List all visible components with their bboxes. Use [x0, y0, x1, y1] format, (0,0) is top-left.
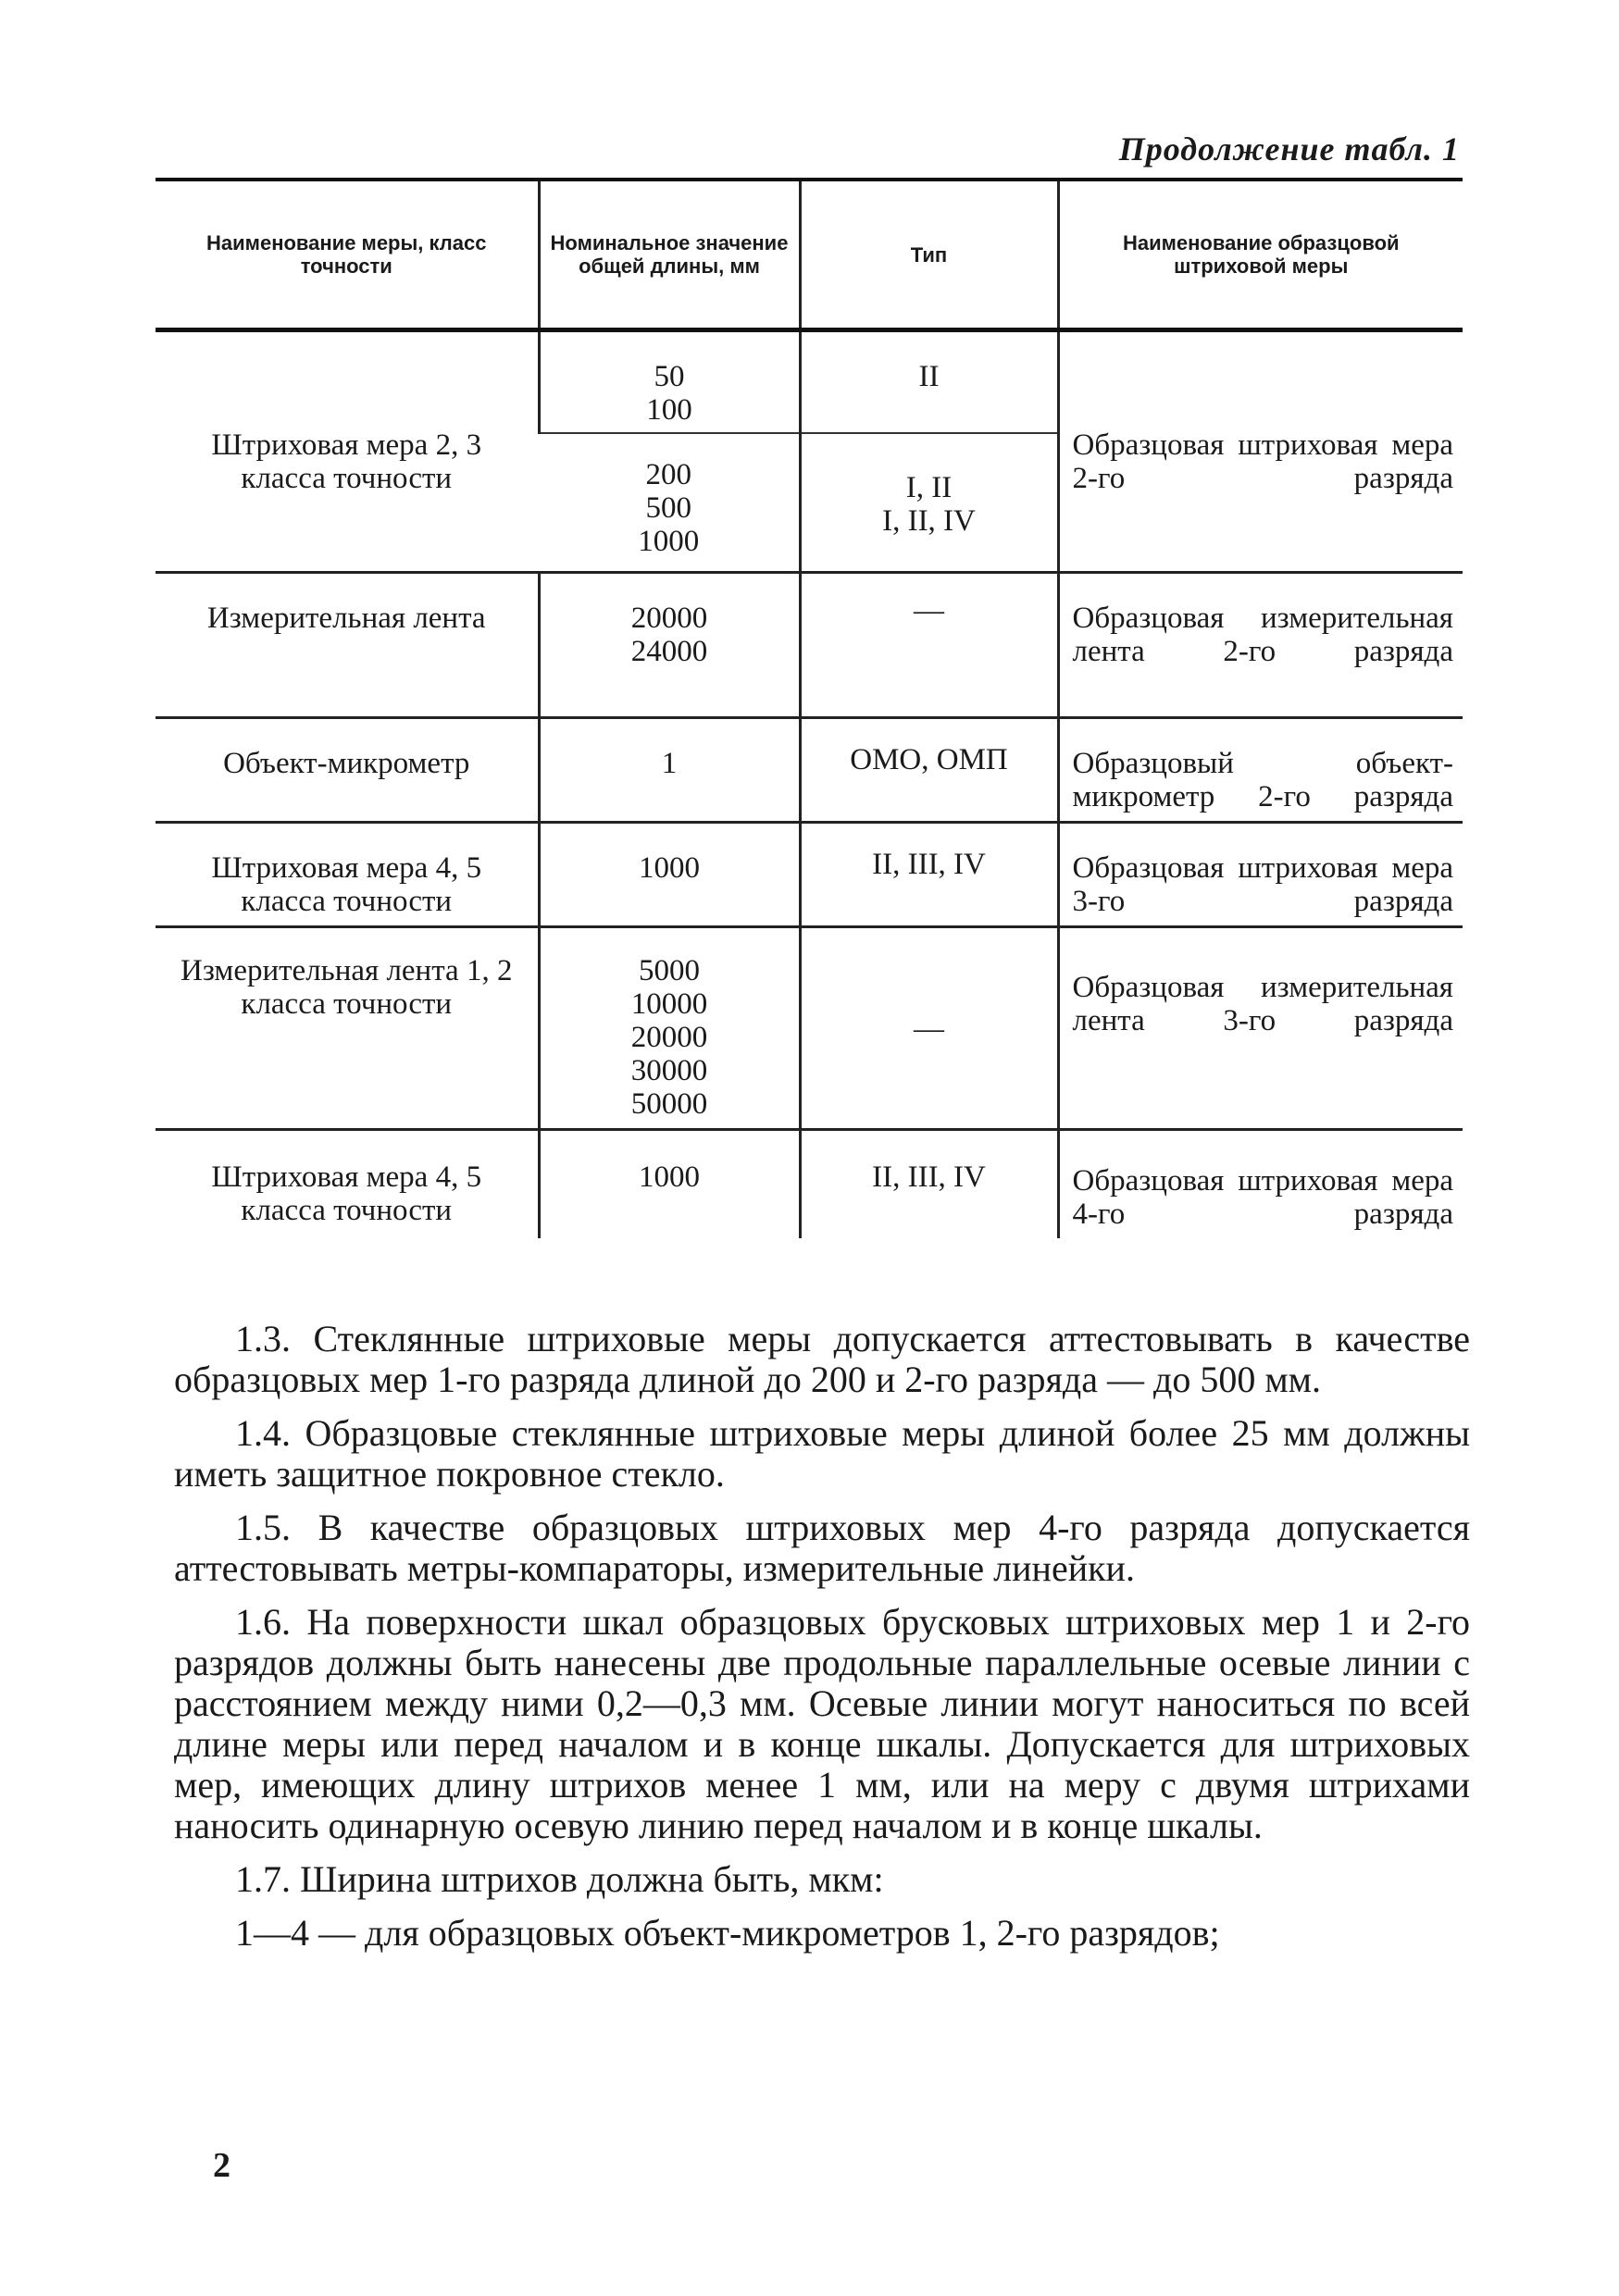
cell-text: —: [914, 1012, 944, 1046]
table-row: [156, 718, 1463, 823]
table-row: [156, 330, 1463, 434]
paragraph-1-7: 1.7. Ширина штрихов должна быть, мкм:: [235, 1858, 884, 1900]
body-text: [174, 1319, 1470, 1967]
cell-text: Измерительная лента 1, 2 класса точности: [181, 954, 513, 1021]
cell-text: —: [914, 594, 944, 627]
paragraph-1-6: 1.6. На поверхности шкал образцовых брусковых штриховых мер 1 и 2-го разрядов должны быть нанесены две продольные параллельные осевые линии с расстоянием между ними 0,2—0,3 мм. Осевые линии могут наноситься по всей длине меры или перед началом и в конце шкалы. Допускается для штриховых мер, имеющих длину штрихов менее 1 мм, или на меру с двумя штрихами наносить одинарную осевую линию перед началом и в конце шкалы.: [174, 1601, 1470, 1846]
table-header-row: [156, 180, 1463, 330]
table-cell-type: [800, 1130, 1058, 1239]
cell-text: Образцовая штриховая мера 4-го разряда: [1072, 1164, 1453, 1231]
table-cell-name: [156, 823, 539, 927]
table-cell-type: [800, 927, 1058, 1130]
table-cell-length: [539, 573, 800, 718]
page-number: 2: [213, 2146, 230, 2185]
cell-text: Образцовая измерительная лента 2-го разряда: [1072, 602, 1453, 668]
column-header-reference: Наименование образцовой штриховой меры: [1058, 180, 1463, 330]
table-cell-reference: [1058, 1130, 1463, 1239]
cell-text: 50 100: [646, 360, 692, 427]
cell-text: Штриховая мера 4, 5 класса точности: [211, 851, 482, 918]
table-row: [156, 823, 1463, 927]
cell-text: II, III, IV: [872, 848, 986, 881]
table-cell-name: [156, 1130, 539, 1239]
table-cell-length: [539, 823, 800, 927]
table-cell-name: [156, 718, 539, 823]
table-cell-type: [800, 823, 1058, 927]
table-cell-name: [156, 330, 539, 573]
cell-text: Образцовая штриховая мера 2-го разряда: [1072, 428, 1453, 495]
table-cell-reference: [1058, 927, 1463, 1130]
table-cell-type: [800, 718, 1058, 823]
table-cell-reference: [1058, 823, 1463, 927]
table-cell-length: [539, 718, 800, 823]
cell-text: ОМО, ОМП: [850, 743, 1008, 776]
table-cell-length: [539, 1130, 800, 1239]
table-cell-reference: [1058, 718, 1463, 823]
cell-text: Штриховая мера 4, 5 класса точности: [211, 1160, 482, 1227]
column-header-name: Наименование меры, класс точности: [156, 180, 539, 330]
cell-text: 200 500 1000: [638, 458, 700, 558]
table-cell-name: [156, 927, 539, 1130]
cell-text: Образцовая измерительная лента 3-го разряда: [1072, 971, 1453, 1037]
cell-text: I, II I, II, IV: [882, 471, 976, 538]
cell-text: Измерительная лента: [206, 602, 486, 635]
table-continuation-title: Продолжение табл. 1: [1118, 130, 1460, 168]
cell-text: 5000 10000 20000 30000 50000: [630, 954, 708, 1121]
paragraph-1-4: 1.4. Образцовые стеклянные штриховые меры длиной более 25 мм должны иметь защитное покровное стекло.: [174, 1412, 1470, 1495]
cell-text: Образцовый объект-микрометр 2-го разряда: [1072, 747, 1453, 813]
cell-text: II: [918, 360, 940, 393]
table-cell-type: [800, 573, 1058, 718]
cell-text: 1000: [639, 1160, 700, 1194]
cell-text: 20000 24000: [630, 602, 708, 668]
paragraph-1-3: 1.3. Стеклянные штриховые меры допускается аттестовывать в качестве образцовых мер 1-го разряда длиной до 200 и 2-го разряда — до 500 мм.: [174, 1318, 1470, 1400]
table-row: [156, 1130, 1463, 1239]
table-cell-type: [800, 330, 1058, 434]
measures-table: [156, 178, 1463, 1238]
table-cell-length: [539, 433, 800, 573]
cell-text: II, III, IV: [872, 1160, 986, 1194]
table-cell-reference: [1058, 330, 1463, 573]
cell-text: Образцовая штриховая мера 3-го разряда: [1072, 851, 1453, 918]
table-cell-length: [539, 927, 800, 1130]
list-item: 1—4 — для образцовых объект-микрометров 1, 2-го разрядов;: [235, 1912, 1220, 1954]
table-cell-type: [800, 433, 1058, 573]
column-header-type: Тип: [800, 180, 1058, 330]
cell-text: Объект-микрометр: [223, 747, 470, 780]
table-row: [156, 927, 1463, 1130]
column-header-length: Номинальное значение общей длины, мм: [539, 180, 800, 330]
cell-text: Штриховая мера 2, 3 класса точности: [211, 428, 482, 495]
table-cell-length: [539, 330, 800, 434]
table-cell-name: [156, 573, 539, 718]
paragraph-1-5: 1.5. В качестве образцовых штриховых мер 4-го разряда допускается аттестовывать метры-компараторы, измерительные линейки.: [174, 1507, 1470, 1589]
table-cell-reference: [1058, 573, 1463, 718]
table-row: [156, 573, 1463, 718]
cell-text: 1: [661, 747, 678, 780]
cell-text: 1000: [639, 851, 700, 885]
